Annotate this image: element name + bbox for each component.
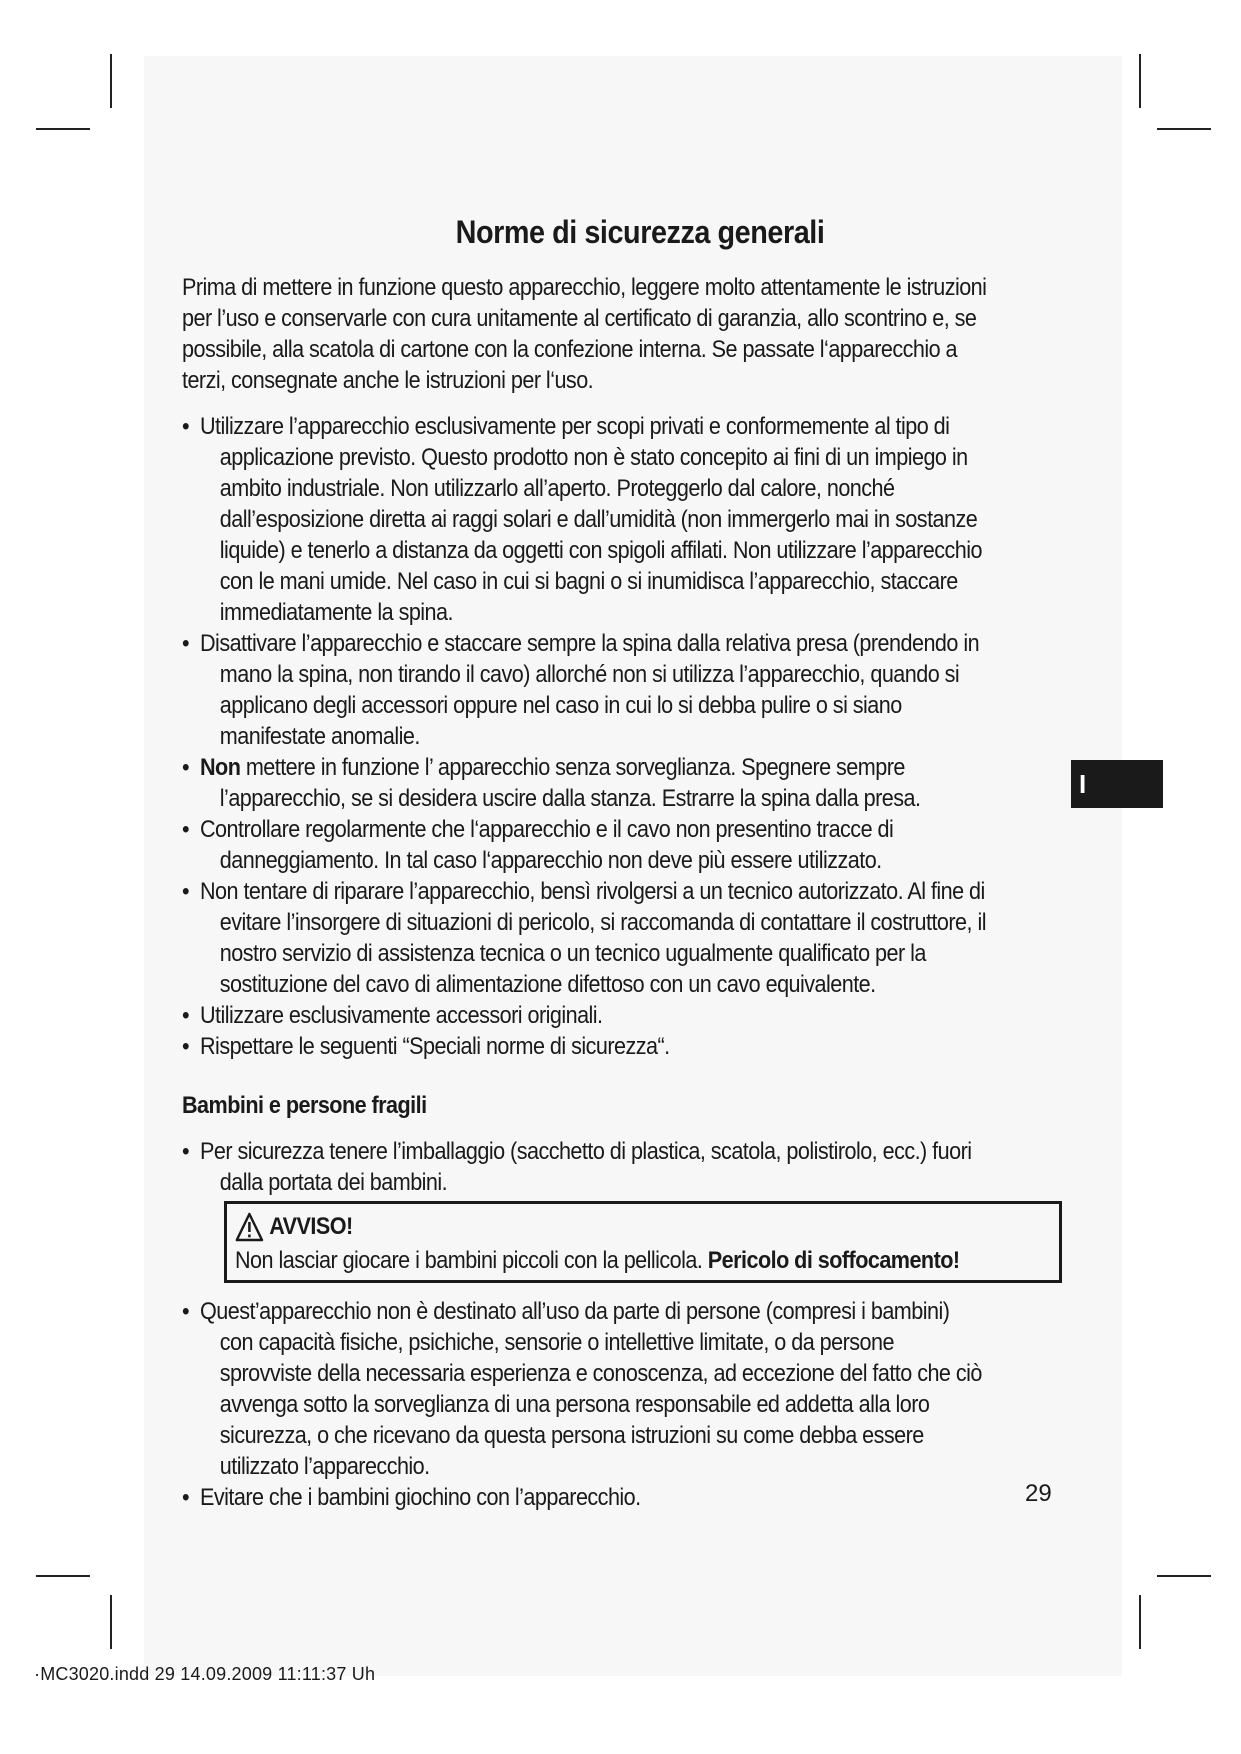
list-item-text: Disattivare l’apparecchio e staccare sempre la spina dalla relativa presa (prendendo in mano la spina, non tirando il cavo) allorché non si utilizza l’apparecchio, quando si applicano degli accessori oppure nel caso in cui lo si debba pulire o si siano manifestate anomalie. (200, 630, 980, 750)
crop-mark-top-left-vertical (110, 54, 112, 108)
crop-mark-top-right-horizontal (1157, 128, 1211, 130)
crop-mark-bottom-left-horizontal (36, 1575, 90, 1577)
crop-mark-bottom-left-vertical (110, 1595, 112, 1649)
bullet-dot: • (182, 1298, 190, 1325)
crop-mark-top-left-horizontal (36, 128, 90, 130)
bullet-dot: • (182, 1138, 190, 1165)
intro-text: Prima di mettere in funzione questo apparecchio, leggere molto attentamente le istruzioni per l’uso e conservarle con cura unitamente al certificato di garanzia, allo scontrino e, se possibile, alla scatola di cartone con la confezione interna. Se passate l‘apparecchio a terzi, consegnate anche le istruzioni per l‘uso. (182, 274, 987, 394)
bold-non: Non (200, 754, 241, 781)
page-title: Norme di sicurezza generali (455, 214, 825, 250)
intro-paragraph (182, 272, 988, 396)
list-item (182, 1000, 988, 1031)
crop-mark-top-right-vertical (1139, 54, 1141, 108)
warning-triangle-icon (235, 1212, 264, 1242)
list-item-text: Quest’apparecchio non è destinato all’uso da parte di persone (compresi i bambini) con capacità fisiche, psichiche, sensorie o intellettive limitate, o da persone sprovviste della necessaria esperienza e conoscenza, ad eccezione del fatto che ciò avvenga sotto la sorveglianza di una persona responsabile ed addetta alla loro sicurezza, o che ricevano da questa persona istruzioni su come debba essere utilizzato l’apparecchio. (200, 1298, 982, 1480)
children-list-1 (182, 1136, 988, 1198)
bullet-dot: • (182, 878, 190, 905)
crop-mark-bottom-right-vertical (1139, 1595, 1141, 1649)
warning-box (224, 1201, 1062, 1283)
bullet-dot: • (182, 1033, 190, 1060)
warning-text-regular: Non lasciar giocare i bambini piccoli con la pellicola. (235, 1247, 708, 1274)
section-heading-children: Bambini e persone fragili (182, 1092, 427, 1119)
bullet-dot: • (182, 1002, 190, 1029)
bullet-dot: • (182, 630, 190, 657)
list-item (182, 628, 988, 752)
bullet-dot: • (182, 1484, 190, 1511)
warning-label: AVVISO! (269, 1213, 353, 1240)
list-item (182, 814, 988, 876)
print-slug: ·MC3020.indd 29 14.09.2009 11:11:37 Uh (34, 1664, 376, 1684)
page-number: 29 (1025, 1480, 1052, 1507)
list-item-text: Non tentare di riparare l’apparecchio, bensì rivolgersi a un tecnico autorizzato. Al fine di evitare l’insorgere di situazioni di pericolo, si raccomanda di contattare il costruttore, il nostro servizio di assistenza tecnica o un tecnico ugualmente qualificato per la sostituzione del cavo di alimentazione difettoso con un cavo equivalente. (200, 878, 986, 998)
list-item (182, 1296, 988, 1482)
list-item-text: Utilizzare esclusivamente accessori originali. (200, 1002, 603, 1029)
list-item (182, 1031, 988, 1062)
warning-text (235, 1244, 1045, 1278)
warning-header (235, 1210, 1045, 1244)
language-tab: I (1071, 760, 1163, 808)
non-rest: mettere in funzione l’ apparecchio senza sorveglianza. Spegnere sempre l’apparecchio, se si desidera uscire dalla stanza. Estrarre la spina dalla presa. (219, 754, 921, 812)
list-item (182, 876, 988, 1000)
bullet-dot: • (182, 754, 190, 781)
list-item-text: Evitare che i bambini giochino con l’apparecchio. (200, 1484, 641, 1511)
list-item (182, 1482, 988, 1513)
list-item (182, 411, 988, 628)
crop-mark-bottom-right-horizontal (1157, 1575, 1211, 1577)
list-item-text: Rispettare le seguenti “Speciali norme di sicurezza“. (200, 1033, 670, 1060)
warning-text-bold: Pericolo di soffocamento! (707, 1247, 960, 1274)
list-item-text (200, 752, 988, 814)
list-item-text: Controllare regolarmente che l‘apparecchio e il cavo non presentino tracce di danneggiamento. In tal caso l‘apparecchio non deve più essere utilizzato. (200, 816, 894, 874)
bullet-dot: • (182, 413, 190, 440)
general-safety-list (182, 411, 988, 1062)
list-item-text: Per sicurezza tenere l’imballaggio (sacchetto di plastica, scatola, polistirolo, ecc.) fuori dalla portata dei bambini. (200, 1138, 972, 1196)
list-item (182, 1136, 988, 1198)
bullet-dot: • (182, 816, 190, 843)
list-item-text: Utilizzare l’apparecchio esclusivamente per scopi privati e conformemente al tipo di applicazione previsto. Questo prodotto non è stato concepito ai fini di un impiego in ambito industriale. Non utilizzarlo all’aperto. Proteggerlo dal calore, nonché dall’esposizione diretta ai raggi solari e dall’umidità (non immergerlo mai in sostanze liquide) e tenerlo a distanza da oggetti con spigoli affilati. Non utilizzare l’apparecchio con le mani umide. Nel caso in cui si bagni o si inumidisca l’apparecchio, staccare immediatamente la spina. (200, 413, 982, 626)
list-item-non (182, 752, 988, 814)
children-list-2 (182, 1296, 988, 1513)
